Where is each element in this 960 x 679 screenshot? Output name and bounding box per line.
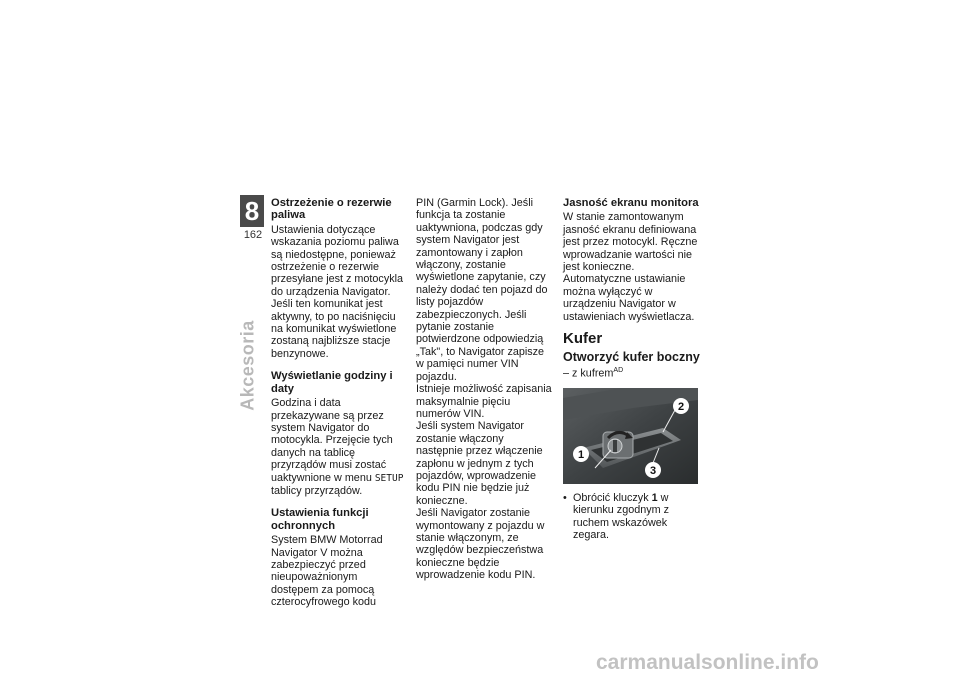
- brightness-text: W stanie zamontowanym jasność ekranu definiowana jest przez motocykl. Ręczne wprowadzanie wartości nie jest konieczne. Automatyczne ustawianie można wyłączyć w urządzeniu Navigator w ustawieniach wyświetlacza.: [563, 211, 698, 323]
- page-number: 162: [243, 229, 263, 241]
- protection-heading: Ustawienia funkcji ochronnych: [271, 507, 369, 532]
- setup-menu-label: SETUP: [374, 472, 404, 484]
- column-3: [563, 197, 703, 542]
- vin-count-text: Istnieje możliwość zapisania maksymalnie pięciu numerów VIN.: [416, 383, 552, 420]
- bullet-dot-icon: •: [563, 491, 567, 504]
- fuel-reserve-heading: Ostrzeżenie o rezerwie paliwa: [271, 197, 392, 222]
- watermark-text: carmanualsonline.info: [596, 651, 819, 674]
- pin-not-needed-text: Jeśli system Navigator zostanie włączony następnie przez włączenie zapłonu w jednym z tych pojazdów, wprowadzenie kodu PIN nie będzie już konieczne.: [416, 420, 543, 507]
- instruction-bullet: • Obrócić kluczyk 1 w kierunku zgodnym z ruchem wskazówek zegara.: [563, 491, 670, 542]
- brightness-heading: Jasność ekranu monitora: [563, 197, 699, 209]
- case-lock-photo: [563, 388, 698, 484]
- protection-text: System BMW Motorrad Navigator V można zabezpieczyć przed nieupoważnionym dostępem za pomocą czterocyfrowego kodu: [271, 534, 383, 609]
- pin-removed-text: Jeśli Navigator zostanie wymontowany z pojazdu w stanie włączonym, ze względów bezpieczeństwa konieczne będzie wprowadzenie kodu PIN.: [416, 507, 545, 582]
- callout-1-label: 1: [577, 448, 585, 461]
- callout-2-label: 2: [677, 400, 685, 413]
- column-2: [416, 197, 552, 582]
- pin-text: PIN (Garmin Lock). Jeśli funkcja ta zostanie uaktywniona, podczas gdy system Navigator jest zamontowany i zapłon włączony, zostanie wyświetlone zapytanie, czy należy dodać ten pojazd do listy pojazdów zabezpieczonych. Jeśli pytanie zostanie potwierdzone odpowiedzią „Tak", to Navigator zapisze w pamięci numer VIN pojazdu.: [416, 197, 548, 383]
- case-section-title: Kufer: [563, 330, 603, 348]
- time-date-heading: Wyświetlanie godziny i daty: [271, 370, 393, 395]
- chapter-number: 8: [244, 196, 260, 226]
- open-case-subtitle: Otworzyć kufer boczny: [563, 350, 700, 365]
- chapter-title: Akcesoria: [237, 320, 258, 411]
- chapter-badge: [240, 195, 264, 227]
- variant-note: – z kufrem$^{AD}$: [563, 366, 624, 380]
- callout-3-label: 3: [649, 464, 657, 477]
- column-1: [271, 197, 407, 619]
- time-date-text: Godzina i data przekazywane są przez system Navigator do motocykla. Przejęcie tych danych na tablicę przyrządów musi zostać uaktywnione w menu SETUP tablicy przyrządów.: [271, 397, 404, 497]
- fuel-reserve-text: Ustawienia dotyczące wskazania poziomu paliwa są niedostępne, ponieważ ostrzeżenie o rezerwie przesyłane jest z motocykla do urządzenia Navigator. Jeśli ten komunikat jest aktywny, to po naciśnięciu na komunikat wyświetlone zostaną najbliższe stacje benzynowe.: [271, 223, 404, 360]
